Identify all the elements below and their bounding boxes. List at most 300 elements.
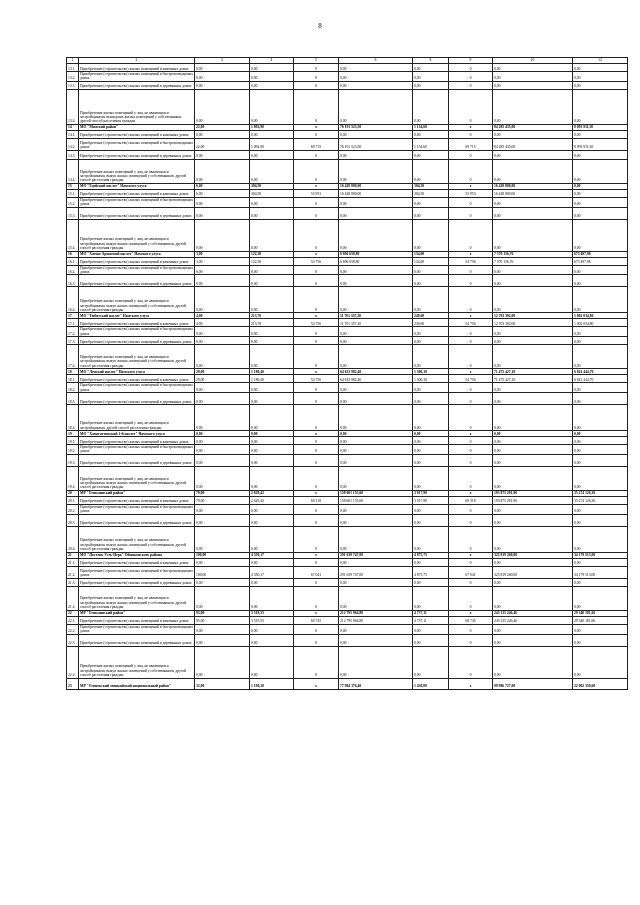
row-name-cell: Приобретение (строительство) жилых помещений в каменных домах — [79, 558, 195, 566]
col-9-cell: 0 — [449, 287, 493, 313]
col-8-cell: 4 875,75 — [413, 552, 449, 558]
col-8-cell: 0,00 — [413, 327, 449, 337]
col-4-cell: 3 519,55 — [250, 610, 294, 616]
table-row — [67, 405, 628, 431]
col-6-cell: 0,00 — [339, 646, 413, 678]
col-10-cell: 0,00 — [493, 437, 573, 445]
col-8-cell: 3 017,90 — [413, 490, 449, 496]
col-3-cell: 0,00 — [195, 383, 250, 393]
row-number-cell: 14 — [67, 124, 79, 130]
col-5-cell: 0 — [294, 646, 339, 678]
col-4-cell: 0,00 — [250, 89, 294, 124]
col-8-cell: 0,00 — [413, 89, 449, 124]
table-row — [67, 150, 628, 159]
col-9-cell: 0 — [449, 327, 493, 337]
col-3-cell: 0,00 — [195, 558, 250, 566]
col-9-cell: 0 — [449, 265, 493, 275]
row-number-cell: 21 — [67, 552, 79, 558]
col-6-cell: 0,00 — [339, 150, 413, 159]
col-5-cell: x — [294, 124, 339, 130]
col-8-cell: 0,00 — [413, 345, 449, 369]
row-number-cell: 19.4. — [67, 466, 79, 490]
col-12-cell: 0,00 — [573, 287, 628, 313]
row-name-cell: Приобретение (строительство) жилых помещений в каменных домах — [79, 319, 195, 327]
col-12-cell: 0,00 — [573, 197, 628, 207]
row-number-cell: 18.1. — [67, 375, 79, 383]
col-8-cell: 4 875,75 — [413, 566, 449, 578]
col-12-cell: 8 093 911,50 — [573, 138, 628, 150]
col-10-cell: 0,00 — [493, 445, 573, 455]
row-name-cell: Приобретение (строительство) жилых помещений в каменных домах — [79, 257, 195, 265]
col-10-cell: 16 428 800,00 — [493, 183, 573, 189]
col-12-cell: 29 340 181,66 — [573, 610, 628, 616]
col-10-cell: 0,00 — [493, 275, 573, 287]
col-4-cell: 0,00 — [250, 327, 294, 337]
table-row — [67, 287, 628, 313]
row-name-cell: Приобретение (строительство) жилых помещений в быстровозводимых домах — [80, 504, 193, 514]
row-number-cell: 20 — [67, 490, 79, 496]
row-name-cell: Приобретение (строительство) жилых помещений в быстровозводимых домах — [80, 327, 193, 336]
col-4-cell: 2 629,42 — [250, 496, 294, 504]
col-4-cell: 304,50 — [250, 189, 294, 197]
col-3-cell: 0,00 — [195, 207, 250, 219]
col-5-cell: 0 — [294, 634, 339, 646]
col-4-cell: 0,00 — [250, 586, 294, 610]
col-3-cell: 0,00 — [195, 526, 250, 552]
col-5-cell: x — [294, 678, 339, 689]
row-name-cell: Приобретение (строительство) жилых помещений в деревянных домах — [79, 634, 195, 646]
table-row — [67, 514, 628, 526]
col-9-cell: 0 — [449, 345, 493, 369]
col-9-cell: 54 756 — [449, 375, 493, 383]
col-6-cell: 0,00 — [339, 437, 413, 445]
col-8-cell: 1 306,10 — [413, 375, 449, 383]
column-header: 2 — [79, 58, 195, 64]
col-6-cell: 158 601 155,60 — [339, 496, 413, 504]
table-row — [67, 634, 628, 646]
col-5-cell: 0 — [294, 81, 339, 89]
col-3-cell: 0,00 — [195, 454, 250, 466]
col-6-cell: 0,00 — [339, 445, 413, 455]
col-9-cell: 0 — [449, 634, 493, 646]
row-number-cell: 16.1. — [67, 257, 79, 265]
row-name-cell: Приобретение (строительство) жилых помещений в деревянных домах — [79, 337, 195, 345]
col-3-cell: 100,00 — [195, 552, 250, 558]
col-9-cell: 54 756 — [449, 319, 493, 327]
col-10-cell: 0,00 — [493, 345, 573, 369]
col-9-cell: 0 — [449, 514, 493, 526]
col-12-cell: 0,00 — [573, 207, 628, 219]
col-6-cell: 76 191 523,50 — [339, 124, 413, 130]
col-10-cell: 0,00 — [493, 558, 573, 566]
col-4-cell: 3 519,55 — [250, 616, 294, 624]
col-3-cell: 22,00 — [195, 138, 250, 150]
col-9-cell: 0 — [449, 64, 493, 72]
col-9-cell: 0 — [449, 558, 493, 566]
row-number-cell: 19.1. — [67, 437, 79, 445]
page-number: 8 — [318, 22, 322, 30]
row-number-cell: 20.4. — [67, 526, 79, 552]
col-9-cell: 53 953 — [449, 189, 493, 197]
row-name-cell: Приобретение (строительство) жилых помещений в каменных домах — [79, 189, 195, 197]
col-10-cell: 16 428 800,00 — [493, 189, 573, 197]
row-name-cell: Приобретение (строительство) жилых помещений в быстровозводимых домах — [80, 265, 193, 275]
col-8-cell: 0,00 — [413, 150, 449, 159]
column-header: 8 — [413, 58, 449, 64]
col-6-cell: 0,00 — [339, 504, 413, 514]
row-name-cell: Приобретение (строительство) жилых помещений в деревянных домах — [79, 578, 195, 586]
col-12-cell: 35 274 126,36 — [573, 490, 628, 496]
col-10-cell: 0,00 — [493, 207, 573, 219]
col-5-cell: 0 — [294, 586, 339, 610]
col-10-cell: 0,00 — [493, 466, 573, 490]
col-12-cell: 0,00 — [573, 275, 628, 287]
col-4-cell: 0,00 — [250, 72, 294, 82]
col-10-cell: 0,00 — [493, 287, 573, 313]
col-10-cell: 7 370 156,76 — [493, 251, 573, 257]
col-10-cell: 325 819 260,00 — [493, 552, 573, 558]
col-3-cell: 0,00 — [195, 646, 250, 678]
col-4-cell: 0,00 — [250, 159, 294, 183]
row-number-cell: 15.4. — [67, 219, 79, 251]
col-4-cell: 0,00 — [250, 624, 294, 634]
row-name-cell: МО "Хатын-Арынский наслег" Намского улуса — [79, 251, 195, 257]
col-3-cell: 0,00 — [195, 586, 250, 610]
col-4-cell: 1 092,90 — [250, 138, 294, 150]
col-10-cell: 0,00 — [493, 159, 573, 183]
row-name-cell: Приобретение жилых помещений у лиц, не являющихся застройщиками, выкуп жилых помещений у собственников, другой способ расселения граждан — [79, 219, 195, 251]
col-9-cell: 54 756 — [449, 257, 493, 265]
col-8-cell: 249,60 — [413, 319, 449, 327]
col-8-cell: 4 737,11 — [413, 616, 449, 624]
table-row — [67, 327, 628, 337]
col-12-cell: 34 179 513,00 — [573, 566, 628, 578]
col-3-cell: 6,00 — [195, 189, 250, 197]
col-6-cell: 0,00 — [339, 337, 413, 345]
column-header: 9 — [449, 58, 493, 64]
col-6-cell: 0,00 — [339, 558, 413, 566]
col-8-cell: 249,60 — [413, 313, 449, 319]
col-5-cell: 54 756 — [294, 375, 339, 383]
col-3-cell: 0,00 — [195, 345, 250, 369]
col-6-cell: 0,00 — [339, 207, 413, 219]
col-3-cell: 0,00 — [195, 159, 250, 183]
table-row — [67, 624, 628, 634]
col-8-cell: 0,00 — [413, 287, 449, 313]
col-10-cell: 12 703 392,00 — [493, 313, 573, 319]
col-6-cell: 0,00 — [339, 526, 413, 552]
col-12-cell: 673 497,96 — [573, 251, 628, 257]
table-row — [67, 337, 628, 345]
row-number-cell: 15.1. — [67, 189, 79, 197]
row-number-cell: 18.2. — [67, 383, 79, 393]
col-10-cell: 71 475 427,10 — [493, 369, 573, 375]
table-row — [67, 159, 628, 183]
table-row — [67, 130, 628, 138]
col-3-cell: 0,00 — [195, 265, 250, 275]
col-8-cell: 134,60 — [413, 251, 449, 257]
col-5-cell: 0 — [294, 466, 339, 490]
col-4-cell: 0,00 — [250, 466, 294, 490]
col-3-cell: 0,00 — [195, 219, 250, 251]
col-4-cell: 0,00 — [250, 197, 294, 207]
row-name-cell: МР "Олекминский район" — [79, 610, 195, 616]
col-10-cell: 0,00 — [493, 393, 573, 405]
col-12-cell: 34 179 513,00 — [573, 552, 628, 558]
row-name-cell: Приобретение жилых помещений у лиц, не являющихся застройщиками, выкуп жилых помещений у собственников, другой способ расселения граждан — [79, 287, 195, 313]
col-8-cell: 0,00 — [413, 466, 449, 490]
row-name-cell: МО "Поселок Усть-Нера" Оймяконского района — [79, 552, 195, 558]
col-6-cell: 77 984 376,40 — [339, 678, 413, 689]
col-3-cell: 22,00 — [195, 124, 250, 130]
row-number-cell: 14.1. — [67, 130, 79, 138]
row-name-cell: МО "Момский район" — [79, 124, 195, 130]
col-9-cell: 69 318 — [449, 496, 493, 504]
col-9-cell: x — [449, 183, 493, 189]
table-row — [67, 89, 628, 124]
col-12-cell: 0,00 — [573, 183, 628, 189]
col-9-cell: 0 — [449, 405, 493, 431]
col-8-cell: 0,00 — [413, 64, 449, 72]
row-name-cell: Приобретение (строительство) жилых помещений в быстровозводимых домах — [80, 383, 193, 392]
col-8-cell: 1 154,60 — [413, 138, 449, 150]
row-name-cell: Приобретение (строительство) жилых помещений в деревянных домах — [79, 275, 195, 287]
col-3-cell: 0,00 — [195, 578, 250, 586]
col-9-cell: 0 — [449, 624, 493, 634]
col-10-cell: 0,00 — [493, 431, 573, 437]
row-number-cell: 18.3. — [67, 393, 79, 405]
col-4-cell: 0,00 — [250, 337, 294, 345]
col-10-cell: 0,00 — [493, 72, 573, 82]
col-9-cell: 0 — [449, 578, 493, 586]
col-4-cell: 213,70 — [250, 319, 294, 327]
col-4-cell: 213,70 — [250, 313, 294, 319]
row-number-cell: 21.4. — [67, 586, 79, 610]
row-number-cell: 15.2. — [67, 197, 79, 207]
col-10-cell: 0,00 — [493, 454, 573, 466]
row-name-cell: Приобретение (строительство) жилых помещений в деревянных домах — [79, 207, 195, 219]
col-5-cell: x — [294, 610, 339, 616]
col-3-cell: 0,00 — [195, 287, 250, 313]
col-3-cell: 0,00 — [195, 150, 250, 159]
col-6-cell: 291 639 747,00 — [339, 566, 413, 578]
row-number-cell: 19 — [67, 431, 79, 437]
col-4-cell: 0,00 — [250, 345, 294, 369]
row-number-cell: 21.1. — [67, 558, 79, 566]
col-8-cell: 0,00 — [413, 207, 449, 219]
col-4-cell: 0,00 — [250, 504, 294, 514]
column-header: 12 — [573, 58, 628, 64]
row-number-cell: 22 — [67, 610, 79, 616]
col-5-cell: 0 — [294, 383, 339, 393]
col-9-cell: 0 — [449, 159, 493, 183]
col-12-cell: 0,00 — [573, 646, 628, 678]
row-number-cell: 20.2. — [67, 504, 79, 514]
col-5-cell: 53 953 — [294, 189, 339, 197]
col-12-cell: 0,00 — [573, 72, 628, 82]
col-3-cell: 0,00 — [195, 624, 250, 634]
col-6-cell: 6 696 658,80 — [339, 257, 413, 265]
col-4-cell: 122,30 — [250, 251, 294, 257]
column-header: 1 — [67, 58, 79, 64]
row-name-cell: МР "Олекминский район" — [79, 490, 195, 496]
col-3-cell: 79,00 — [195, 490, 250, 496]
row-number-cell: 19.2. — [67, 445, 79, 455]
row-number-cell: 22.2. — [67, 624, 79, 634]
row-number-cell: 17 — [67, 313, 79, 319]
col-12-cell: 0,00 — [573, 265, 628, 275]
col-12-cell: 0,00 — [573, 383, 628, 393]
col-12-cell: 0,00 — [573, 130, 628, 138]
col-6-cell: 0,00 — [339, 275, 413, 287]
row-name-cell: Приобретение (строительство) жилых помещений в быстровозводимых домах — [79, 138, 195, 150]
col-10-cell: 0,00 — [493, 514, 573, 526]
col-12-cell: 0,00 — [573, 81, 628, 89]
col-8-cell: 0,00 — [413, 445, 449, 455]
col-4-cell: 0,00 — [250, 445, 294, 455]
col-9-cell: x — [449, 369, 493, 375]
col-4-cell: 1 190,20 — [250, 678, 294, 689]
col-6-cell: 0,00 — [339, 197, 413, 207]
col-8-cell: 0,00 — [413, 197, 449, 207]
col-9-cell: 0 — [449, 383, 493, 393]
row-name-cell: Приобретение (строительство) жилых помещений в быстровозводимых домах — [80, 624, 193, 634]
row-number-cell: 18.4. — [67, 405, 79, 431]
row-name-cell: Приобретение (строительство) жилых помещений в деревянных домах — [79, 393, 195, 405]
row-number-cell: 23 — [67, 678, 79, 689]
row-name-cell: Приобретение жилых помещений у лиц, не являющихся застройщиками, выкуп жилых помещений у собственников, другой способ расселения граждан — [79, 646, 195, 678]
table-row — [67, 578, 628, 586]
col-4-cell: 304,50 — [250, 183, 294, 189]
col-3-cell: 0,00 — [195, 405, 250, 431]
row-number-cell: 22.3. — [67, 634, 79, 646]
col-12-cell: 0,00 — [573, 219, 628, 251]
col-6-cell: 0,00 — [339, 634, 413, 646]
col-3-cell: 95,00 — [195, 610, 250, 616]
col-3-cell: 0,00 — [195, 504, 250, 514]
row-name-cell: Приобретение жилых помещений у лиц, не являющихся застройщиками, выкуп жилых помещений у собственников, другой способ расселения граждан — [79, 466, 195, 490]
row-number-cell: 19.3. — [67, 454, 79, 466]
col-6-cell: 0,00 — [339, 327, 413, 337]
col-6-cell: 0,00 — [339, 130, 413, 138]
column-header: 5 — [294, 58, 339, 64]
col-3-cell: 0,00 — [195, 445, 250, 455]
col-6-cell: 212 795 964,80 — [339, 610, 413, 616]
col-6-cell: 0,00 — [339, 345, 413, 369]
col-6-cell: 64 633 982,40 — [339, 375, 413, 383]
col-8-cell: 0,00 — [413, 646, 449, 678]
row-number-cell: 17.3. — [67, 337, 79, 345]
col-4-cell: 0,00 — [250, 437, 294, 445]
col-10-cell: 0,00 — [493, 150, 573, 159]
col-3-cell: 0,00 — [195, 64, 250, 72]
row-number-cell: 13.1. — [67, 64, 79, 72]
col-9-cell: 0 — [449, 454, 493, 466]
row-number-cell: 13.4. — [67, 89, 79, 124]
col-4-cell: 4 350,17 — [250, 566, 294, 578]
row-name-cell: Приобретение жилых помещений у лиц, не являющихся застройщиками, другой способ расселения граждан — [79, 405, 195, 431]
col-5-cell: 0 — [294, 72, 339, 82]
table-row — [67, 454, 628, 466]
col-5-cell: 0 — [294, 437, 339, 445]
row-name-cell: МО "Тюбятский наслег" Намского улуса — [79, 313, 195, 319]
col-12-cell: 0,00 — [573, 89, 628, 124]
col-5-cell: 54 756 — [294, 257, 339, 265]
col-3-cell: 29,00 — [195, 369, 250, 375]
col-10-cell: 84 285 435,00 — [493, 124, 573, 130]
col-8-cell: 0,00 — [413, 431, 449, 437]
col-9-cell: 60 745 — [449, 616, 493, 624]
col-8-cell: 1 306,10 — [413, 369, 449, 375]
col-9-cell: 0 — [449, 526, 493, 552]
col-9-cell: x — [449, 552, 493, 558]
col-5-cell: x — [294, 251, 339, 257]
table-row — [67, 319, 628, 327]
table-row — [67, 375, 628, 383]
col-6-cell: 16 428 800,00 — [339, 183, 413, 189]
col-10-cell: 0,00 — [493, 265, 573, 275]
col-4-cell: 0,00 — [250, 383, 294, 393]
col-5-cell: 0 — [294, 64, 339, 72]
col-6-cell: 0,00 — [339, 431, 413, 437]
col-5-cell: 0 — [294, 207, 339, 219]
col-3-cell: 100,00 — [195, 566, 250, 578]
col-8-cell: 0,00 — [413, 624, 449, 634]
column-header: 10 — [493, 58, 573, 64]
col-5-cell: 0 — [294, 504, 339, 514]
row-number-cell: 17.1. — [67, 319, 79, 327]
col-10-cell: 7 370 156,76 — [493, 257, 573, 265]
table-row — [67, 504, 628, 514]
col-12-cell: 0,00 — [573, 514, 628, 526]
col-9-cell: x — [449, 431, 493, 437]
col-10-cell: 0,00 — [493, 405, 573, 431]
col-6-cell: 6 696 658,80 — [339, 251, 413, 257]
col-3-cell: 0,00 — [195, 327, 250, 337]
col-5-cell: x — [294, 552, 339, 558]
table-row — [67, 616, 628, 624]
col-4-cell: 0,00 — [250, 526, 294, 552]
table-row — [67, 207, 628, 219]
col-9-cell: 0 — [449, 445, 493, 455]
row-name-cell: Приобретение жилых помещений у лиц, не являющихся застройщиками, выкуп жилых помещений у собственников, другой способ расселения граждан — [79, 526, 195, 552]
col-5-cell: x — [294, 313, 339, 319]
col-10-cell: 12 703 392,00 — [493, 319, 573, 327]
col-12-cell: 0,00 — [573, 624, 628, 634]
col-3-cell: 3,00 — [195, 251, 250, 257]
col-6-cell: 158 601 155,60 — [339, 490, 413, 496]
col-8-cell: 304,50 — [413, 189, 449, 197]
col-8-cell: 304,50 — [413, 183, 449, 189]
col-8-cell: 0,00 — [413, 265, 449, 275]
col-12-cell: 0,00 — [573, 526, 628, 552]
col-5-cell: 0 — [294, 454, 339, 466]
table-row — [67, 496, 628, 504]
col-5-cell: 0 — [294, 327, 339, 337]
table-row — [67, 72, 628, 82]
col-3-cell: 4,00 — [195, 319, 250, 327]
col-5-cell: 67 041 — [294, 566, 339, 578]
col-9-cell: 0 — [449, 275, 493, 287]
col-6-cell: 0,00 — [339, 393, 413, 405]
col-6-cell: 11 701 357,20 — [339, 313, 413, 319]
table-row — [67, 393, 628, 405]
col-6-cell: 11 701 357,20 — [339, 319, 413, 327]
col-9-cell: 0 — [449, 89, 493, 124]
col-3-cell: 0,00 — [195, 514, 250, 526]
col-10-cell: 0,00 — [493, 130, 573, 138]
row-name-cell: МР "Оленекский эвенкийский национальный район" — [79, 678, 195, 689]
